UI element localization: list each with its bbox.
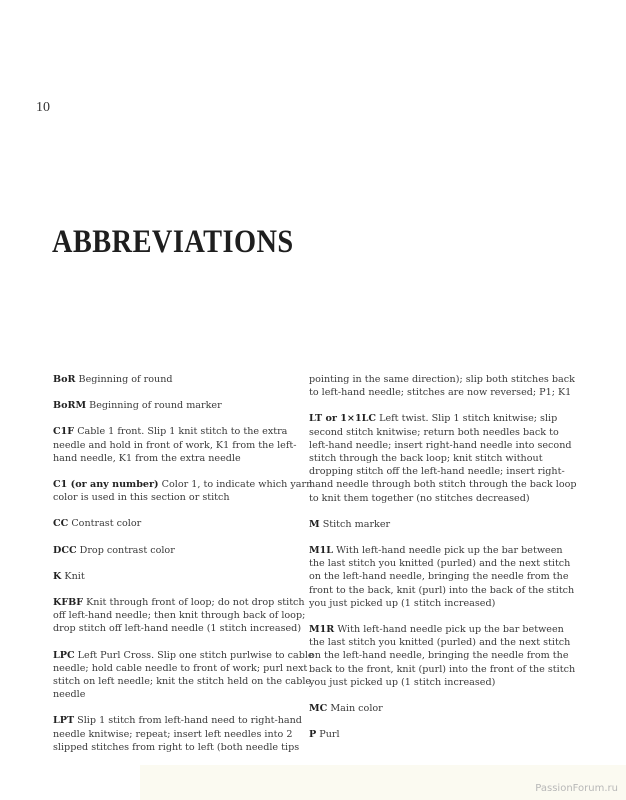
abbreviation-definition: Stitch marker — [322, 518, 391, 530]
abbreviation-entry — [53, 373, 315, 386]
abbreviation-term: LPT — [53, 715, 75, 727]
abbreviation-entry — [53, 517, 315, 530]
abbreviation-term: LT or 1×1LC — [309, 413, 377, 425]
abbreviation-definition: Color 1, to indicate which yarn color is used in this section or stitch — [53, 479, 313, 504]
abbreviation-entry — [53, 544, 315, 557]
abbreviation-definition: Left Purl Cross. Slip one stitch purlwise to cable needle; hold cable needle to front of work; purl next stitch on left needle; knit the stitch held on the cable needle — [53, 649, 314, 701]
abbreviation-entry — [309, 728, 577, 741]
abbreviation-entry — [53, 399, 315, 412]
abbreviation-definition: Knit through front of loop; do not drop stitch off left-hand needle; then knit through back of loop; drop stitch off left-hand needle (1 stitch increased) — [53, 597, 306, 635]
abbreviation-entry — [309, 412, 577, 504]
abbreviation-definition: Beginning of round — [78, 374, 173, 385]
abbreviation-term: M — [309, 518, 320, 530]
abbreviation-entry — [309, 623, 577, 689]
abbreviation-definition: Beginning of round marker — [89, 400, 222, 412]
abbreviation-term: M1R — [309, 624, 335, 636]
abbreviation-definition: Contrast color — [71, 518, 142, 530]
abbreviation-entry — [53, 570, 315, 583]
abbreviation-entry — [53, 649, 315, 702]
abbreviation-entry — [309, 702, 577, 715]
abbreviation-term: P — [309, 729, 317, 741]
abbreviation-entry — [53, 425, 315, 465]
abbreviation-definition: Drop contrast color — [79, 544, 175, 556]
abbreviation-term: CC — [53, 518, 69, 530]
abbreviation-entry — [309, 518, 577, 531]
abbreviation-term: K — [53, 570, 62, 582]
abbreviation-term: MC — [309, 703, 328, 715]
abbreviation-term: C1 (or any number) — [53, 479, 159, 491]
abbreviation-definition: pointing in the same direction); slip both stitches back to left-hand needle; stitches are now reversed; P1; K1 — [309, 374, 575, 399]
abbreviation-definition: With left-hand needle pick up the bar between the last stitch you knitted (purled) and the next stitch on the left-hand needle, bringing the needle from the back to the front, knit (purl) into the front of the stitch you just picked up (1 stitch increased) — [309, 624, 576, 688]
abbreviation-term: BoRM — [53, 400, 87, 412]
abbreviation-definition: Knit — [64, 570, 85, 582]
abbreviation-entry-continued — [309, 373, 577, 399]
abbreviation-term: DCC — [53, 544, 77, 556]
abbreviation-term: BoR — [53, 374, 76, 385]
abbreviation-definition: With left-hand needle pick up the bar between the last stitch you knitted (purled) and the next stitch on the left-hand needle, bringing the needle from the front to the back, knit (purl) into the back of the stitch you just picked up (1 stitch increased) — [309, 545, 575, 609]
abbreviation-term: KFBF — [53, 597, 84, 609]
abbreviations-left-column — [53, 373, 315, 767]
abbreviation-term: M1L — [309, 545, 334, 557]
abbreviation-definition: Purl — [319, 729, 340, 741]
abbreviation-definition: Main color — [330, 703, 383, 715]
watermark-text: PassionForum.ru — [535, 783, 618, 794]
abbreviation-entry — [53, 596, 315, 636]
abbreviation-definition: Cable 1 front. Slip 1 knit stitch to the extra needle and hold in front of work, K1 from the left-hand needle, K1 from the extra needle — [53, 426, 297, 464]
abbreviation-entry — [309, 544, 577, 610]
abbreviation-entry — [53, 478, 315, 504]
page-number: 10 — [36, 100, 50, 115]
abbreviation-term: LPC — [53, 649, 75, 661]
abbreviation-definition: Slip 1 stitch from left-hand need to right-hand needle knitwise; repeat; insert left needles into 2 slipped stitches from right to left (both needle tips — [53, 715, 302, 753]
abbreviation-entry — [53, 714, 315, 754]
abbreviation-term: C1F — [53, 426, 75, 438]
abbreviations-right-column — [309, 373, 577, 754]
abbreviation-definition: Left twist. Slip 1 stitch knitwise; slip second stitch knitwise; return both needles back to left-hand needle; insert right-hand needle into second stitch through the back loop; knit stitch without dropping stitch off the left-hand needle; insert right-hand needle through both stitch through the back loop to knit them together (no stitches decreased) — [309, 413, 577, 504]
page-title: ABBREVIATIONS — [52, 224, 294, 260]
